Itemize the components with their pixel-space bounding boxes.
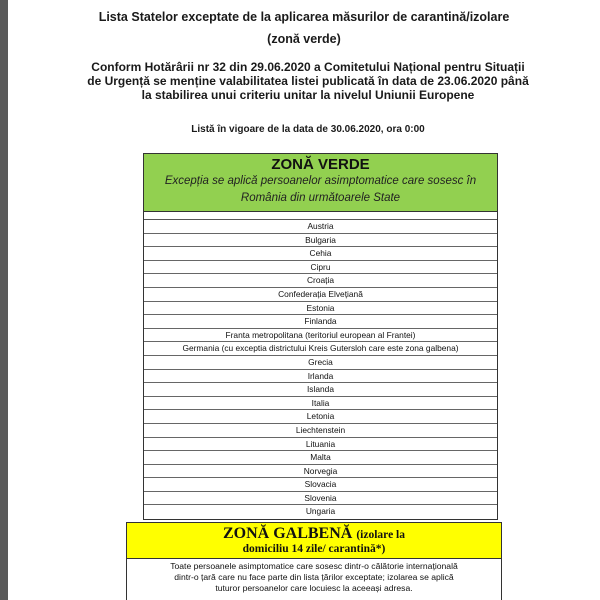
country-row: Austria xyxy=(144,220,497,234)
green-zone-header xyxy=(144,154,497,212)
country-row: Malta xyxy=(144,451,497,465)
country-row: Grecia xyxy=(144,356,497,370)
yellow-zone-heading: ZONĂ GALBENĂ xyxy=(222,525,353,542)
yellow-zone-line-1: Toate persoanele asimptomatice care sosesc dintr-o călătorie internațională xyxy=(170,561,458,571)
country-row: Slovacia xyxy=(144,478,497,492)
document-title: Lista Statelor exceptate de la aplicarea măsurilor de carantină/izolare xyxy=(98,10,510,24)
country-row: Liechtenstein xyxy=(144,424,497,438)
decree-line-1: Conform Hotărârii nr 32 din 29.06.2020 a Comitetului Național pentru Situații xyxy=(91,60,525,74)
country-row: Finlanda xyxy=(144,315,497,329)
country-row: Italia xyxy=(144,397,497,411)
country-row: Cehia xyxy=(144,247,497,261)
yellow-zone-line-2: dintr-o țară care nu face parte din lista țărilor exceptate; izolarea se aplică xyxy=(174,572,454,582)
yellow-zone-header xyxy=(127,523,501,559)
country-row: Bulgaria xyxy=(144,234,497,248)
country-row: Letonia xyxy=(144,410,497,424)
yellow-zone-subtitle-part2: domiciliu 14 zile/ carantină*) xyxy=(242,543,386,555)
country-row: Islanda xyxy=(144,383,497,397)
country-list xyxy=(144,220,497,519)
table-spacer-row xyxy=(144,212,497,220)
yellow-zone-description xyxy=(127,559,501,594)
yellow-zone-subtitle-part1: (izolare la xyxy=(356,529,405,541)
document-title-subtitle: (zonă verde) xyxy=(267,32,341,46)
green-zone-subtitle: Excepția se aplică persoanelor asimptomatice care sosesc în România din următoarele State xyxy=(164,175,477,204)
country-row: Franta metropolitana (teritoriul european al Frantei) xyxy=(144,329,497,343)
country-row: Slovenia xyxy=(144,492,497,506)
country-row: Estonia xyxy=(144,302,497,316)
decree-paragraph xyxy=(68,60,548,102)
country-row: Irlanda xyxy=(144,370,497,384)
document-page xyxy=(8,0,600,600)
country-row: Ungaria xyxy=(305,506,336,517)
green-zone-heading: ZONĂ VERDE xyxy=(271,156,370,173)
country-row: Confederația Elvețiană xyxy=(144,288,497,302)
country-row: Germania (cu exceptia districtului Kreis Gutersloh care este zona galbena) xyxy=(144,342,497,356)
green-zone-table xyxy=(143,153,498,520)
country-row: Cipru xyxy=(144,261,497,275)
country-row: Norvegia xyxy=(144,465,497,479)
yellow-zone-table xyxy=(126,522,502,600)
yellow-zone-line-3: tuturor persoanelor care locuiesc la aceeași adresa. xyxy=(215,583,413,593)
country-row: Lituania xyxy=(144,438,497,452)
country-row: Croația xyxy=(144,274,497,288)
decree-line-3: la stabilirea unui criteriu unitar la nivelul Uniunii Europene xyxy=(141,88,475,102)
decree-line-2: de Urgență se menține valabilitatea listei publicată în data de 23.06.2020 până xyxy=(87,74,529,88)
validity-date: Listă în vigoare de la data de 30.06.2020, ora 0:00 xyxy=(191,124,425,135)
